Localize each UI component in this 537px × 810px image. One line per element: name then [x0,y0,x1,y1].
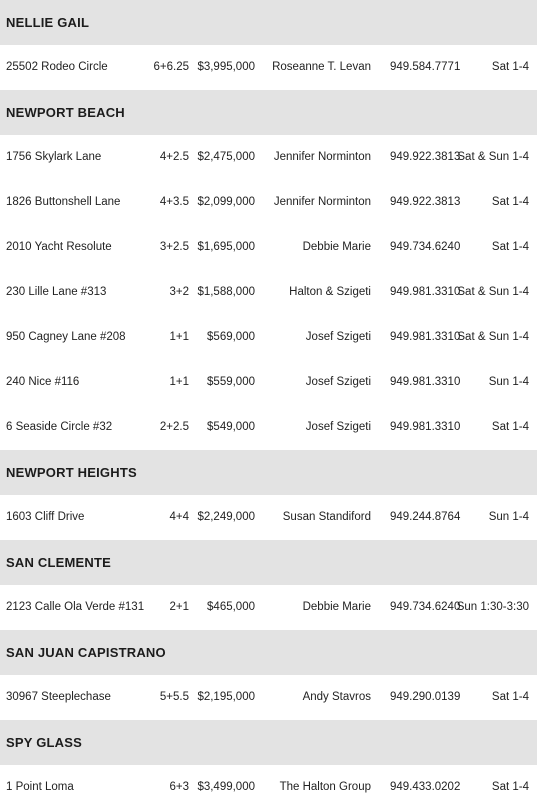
listing-phone: 949.981.3310 [390,421,461,433]
listing-price: $3,499,000 [197,781,255,793]
listing-address: 1826 Buttonshell Lane [6,196,121,208]
area-heading: SPY GLASS [0,720,537,765]
listing-price: $559,000 [207,376,255,388]
listing-open-time: Sat 1-4 [491,241,529,253]
listing-beds-baths: 1+1 [169,331,189,343]
listing-address: 1756 Skylark Lane [6,151,102,163]
listing-phone: 949.584.7771 [390,61,461,73]
listing-phone: 949.981.3310 [390,331,461,343]
listing-price: $1,588,000 [197,286,255,298]
listing-address: 2010 Yacht Resolute [6,241,112,253]
listing-open-time: Sat 1-4 [491,781,529,793]
listing-open-time: Sat 1-4 [491,196,529,208]
listing-price: $1,695,000 [197,241,255,253]
listing-agent: Susan Standiford [282,511,371,523]
listing-row [0,360,537,405]
listing-agent: Roseanne T. Levan [272,61,371,73]
listing-agent: Josef Szigeti [305,421,371,433]
listing-open-time: Sat & Sun 1-4 [457,331,529,343]
listing-price: $2,475,000 [197,151,255,163]
listing-price: $465,000 [207,601,255,613]
area-section [0,630,537,720]
listing-beds-baths: 5+5.5 [159,691,189,703]
listing-phone: 949.922.3813 [390,151,461,163]
listing-row [0,180,537,225]
listing-agent: Jennifer Norminton [273,196,371,208]
listing-agent: Jennifer Norminton [273,151,371,163]
area-heading: NEWPORT BEACH [0,90,537,135]
listing-address: 25502 Rodeo Circle [6,61,108,73]
listing-agent: Halton & Szigeti [289,286,371,298]
listing-beds-baths: 3+2.5 [159,241,189,253]
listing-open-time: Sun 1-4 [488,511,529,523]
listing-open-time: Sun 1-4 [488,376,529,388]
listing-agent: Josef Szigeti [305,331,371,343]
listing-open-time: Sat 1-4 [491,691,529,703]
listing-phone: 949.922.3813 [390,196,461,208]
listing-open-time: Sun 1:30-3:30 [456,601,529,613]
listing-agent: The Halton Group [279,781,371,793]
listing-row [0,270,537,315]
listing-open-time: Sat & Sun 1-4 [457,151,529,163]
listing-beds-baths: 2+2.5 [159,421,189,433]
listing-price: $2,249,000 [197,511,255,523]
listing-agent: Andy Stavros [302,691,371,703]
area-section [0,450,537,540]
area-section [0,720,537,810]
listing-row [0,225,537,270]
listing-beds-baths: 2+1 [169,601,189,613]
listing-phone: 949.734.6240 [390,241,461,253]
listing-price: $569,000 [207,331,255,343]
listing-agent: Debbie Marie [302,601,371,613]
listing-phone: 949.290.0139 [390,691,461,703]
area-heading: SAN JUAN CAPISTRANO [0,630,537,675]
listing-address: 240 Nice #116 [6,376,80,388]
listing-phone: 949.244.8764 [390,511,461,523]
listing-phone: 949.734.6240 [390,601,461,613]
listing-address: 1 Point Loma [6,781,74,793]
area-heading: NELLIE GAIL [0,0,537,45]
listing-row [0,45,537,90]
listing-beds-baths: 3+2 [169,286,189,298]
listing-row [0,675,537,720]
listing-open-time: Sat 1-4 [491,421,529,433]
listing-address: 6 Seaside Circle #32 [6,421,113,433]
listing-row [0,765,537,810]
listing-row [0,405,537,450]
listing-beds-baths: 4+4 [169,511,189,523]
listing-address: 30967 Steeplechase [6,691,111,703]
listing-row [0,495,537,540]
listing-beds-baths: 4+3.5 [159,196,189,208]
listing-price: $549,000 [207,421,255,433]
listing-agent: Josef Szigeti [305,376,371,388]
listing-address: 230 Lille Lane #313 [6,286,107,298]
listing-price: $2,195,000 [197,691,255,703]
listing-beds-baths: 6+6.25 [153,61,189,73]
area-section [0,0,537,90]
listing-row [0,585,537,630]
listing-address: 950 Cagney Lane #208 [6,331,126,343]
area-heading: NEWPORT HEIGHTS [0,450,537,495]
listing-price: $3,995,000 [197,61,255,73]
listing-beds-baths: 1+1 [169,376,189,388]
listing-phone: 949.433.0202 [390,781,461,793]
listing-row [0,315,537,360]
listing-beds-baths: 6+3 [169,781,189,793]
area-section [0,540,537,630]
area-heading: SAN CLEMENTE [0,540,537,585]
listing-address: 2123 Calle Ola Verde #131 [6,601,145,613]
listing-agent: Debbie Marie [302,241,371,253]
listing-phone: 949.981.3310 [390,286,461,298]
listing-open-time: Sat & Sun 1-4 [457,286,529,298]
listing-open-time: Sat 1-4 [491,61,529,73]
listing-address: 1603 Cliff Drive [6,511,85,523]
listing-row [0,135,537,180]
area-section [0,90,537,450]
listing-phone: 949.981.3310 [390,376,461,388]
listing-price: $2,099,000 [197,196,255,208]
listing-beds-baths: 4+2.5 [159,151,189,163]
